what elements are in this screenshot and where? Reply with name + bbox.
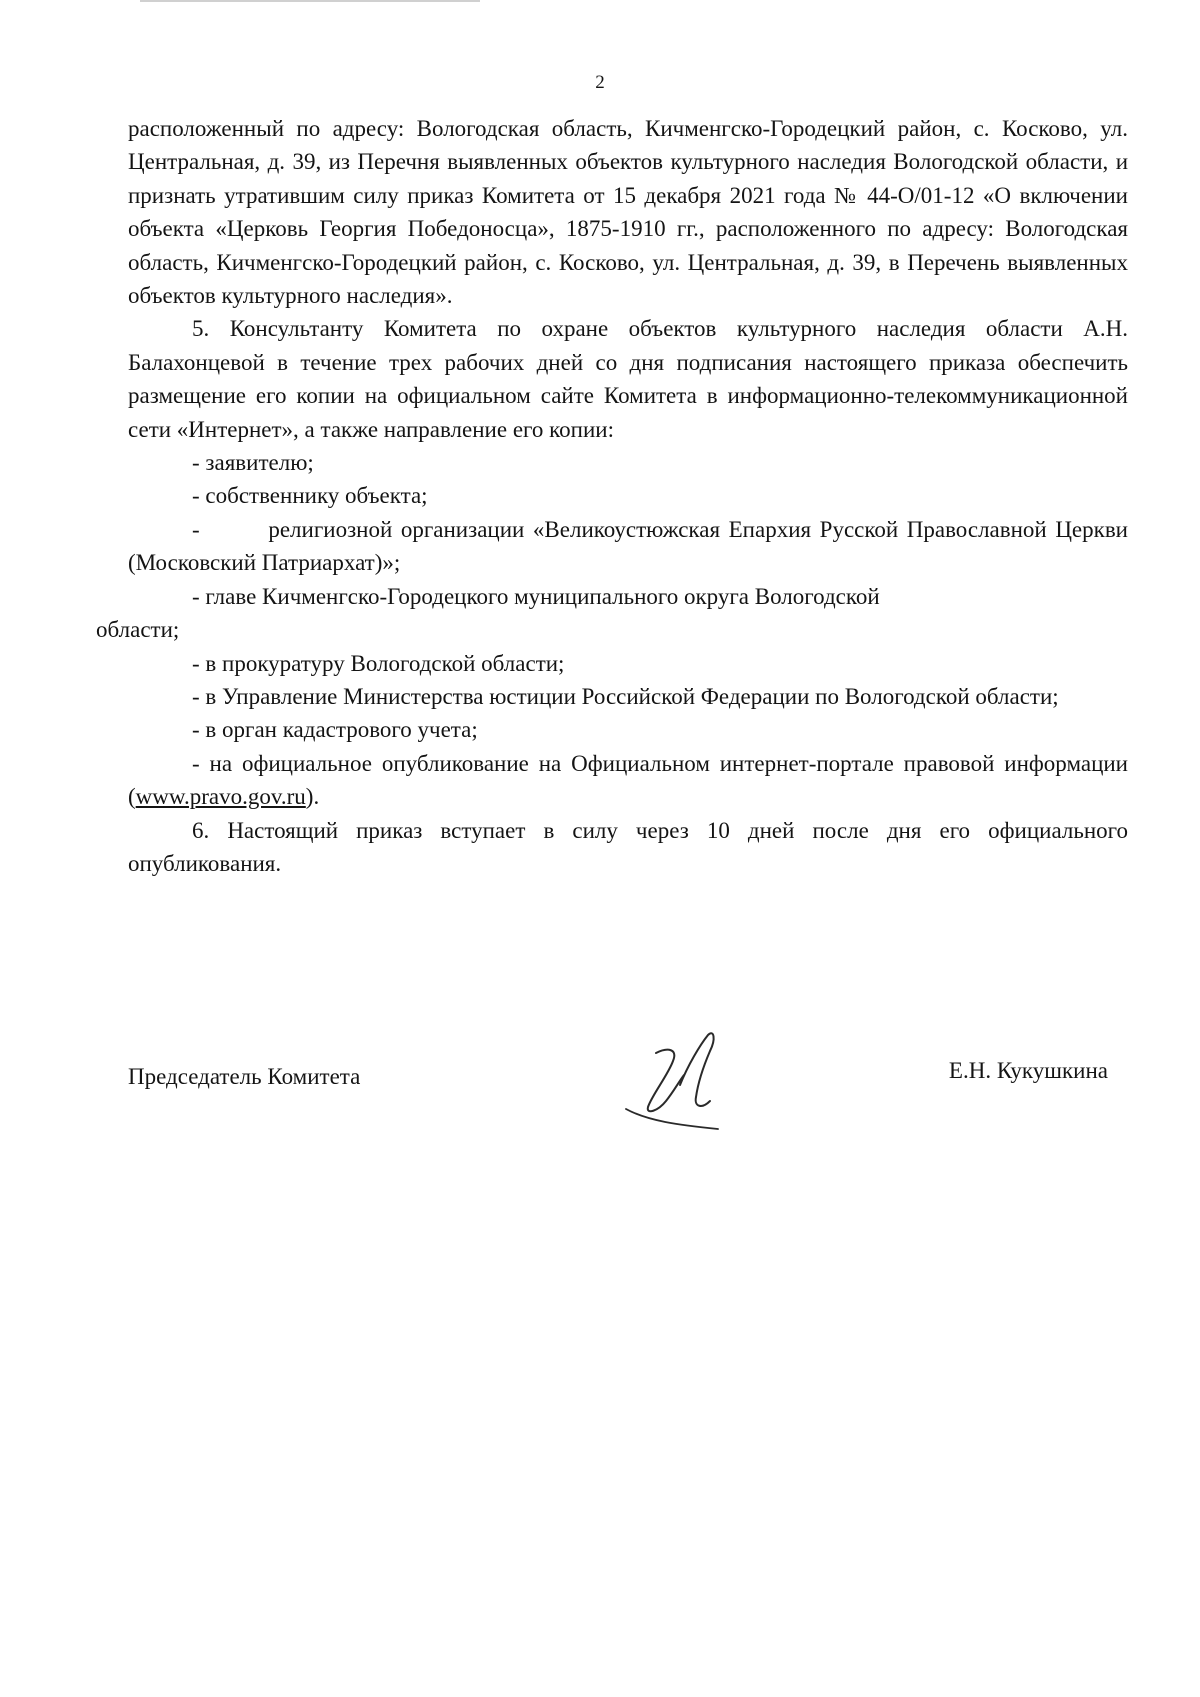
paragraph-5: 5. Консультанту Комитета по охране объектов культурного наследия области А.Н. Балахонцевой в течение трех рабочих дней со дня подписания настоящего приказа обеспечить размещение его копии на официальном сайте Комитета в информационно-телекоммуникационной сети «Интернет», а также направление его копии: <box>128 316 1128 442</box>
signature-block <box>128 1050 1128 1170</box>
signer-title: Председатель Комитета <box>128 1064 361 1089</box>
recipient-item: - заявителю; <box>192 450 314 476</box>
recipient-item: - религиозной организации «Великоустюжская Епархия Русской Православной Церкви (Московский Патриархат)»; <box>128 516 1134 576</box>
page-number: 2 <box>595 72 605 93</box>
recipient-item-text: - на официальное опубликование на Официальном интернет-портале правовой информации ( <box>128 750 1128 810</box>
recipient-item: - собственнику объекта; <box>192 483 428 509</box>
paragraph-continuation: расположенный по адресу: Вологодская область, Кичменгско-Городецкий район, с. Косково, ул. Центральная, д. 39, из Перечня выявленных объектов культурного наследия Вологодской области, и признать утратившим силу приказ Комитета от 15 декабря 2021 года № 44-О/01-12 «О включении объекта «Церковь Георгия Победоносца», 1875-1910 гг., расположенного по адресу: Вологодская область, Кичменгско-Городецкий район, с. Косково, ул. Центральная, д. 39, в Перечень выявленных объектов культурного наследия». <box>128 116 1128 309</box>
recipient-item <box>128 747 1128 814</box>
paragraph-6: 6. Настоящий приказ вступает в силу через 10 дней после дня его официального опубликования. <box>128 817 1128 876</box>
recipient-item: - в орган кадастрового учета; <box>192 717 478 743</box>
recipient-item: - в Управление Министерства юстиции Российской Федерации по Вологодской области; <box>192 683 1059 709</box>
recipient-item: - в прокуратуру Вологодской области; <box>192 650 565 676</box>
handwritten-signature <box>618 1025 738 1135</box>
scan-edge-mark <box>140 0 480 2</box>
recipient-item-end: ). <box>305 784 320 810</box>
recipient-item: - главе Кичменгско-Городецкого муниципального округа Вологодской <box>192 583 880 609</box>
signer-name: Е.Н. Кукушкина <box>948 1058 1108 1083</box>
document-body <box>96 112 1134 880</box>
recipient-item-continuation: области; <box>96 617 180 643</box>
pravo-portal-link[interactable]: www.pravo.gov.ru <box>135 784 306 810</box>
